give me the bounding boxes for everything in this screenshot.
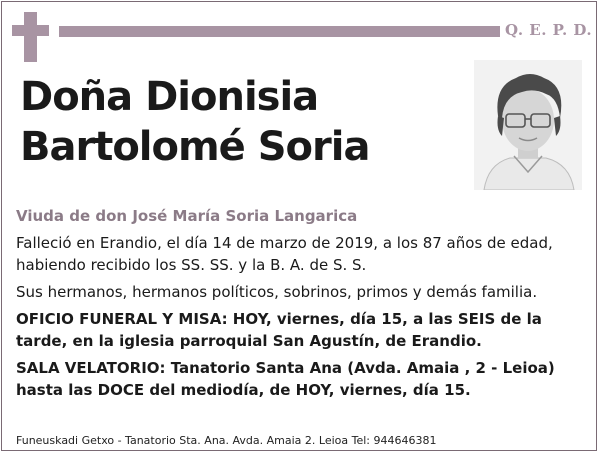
qepd-label: Q. E. P. D. bbox=[505, 21, 593, 39]
funeral-home-footer: Funeuskadi Getxo - Tanatorio Sta. Ana. Avda. Amaia 2. Leioa Tel: 944646381 bbox=[16, 434, 437, 447]
family-paragraph: Sus hermanos, hermanos políticos, sobrinos, primos y demás familia. bbox=[16, 283, 538, 301]
header-rule bbox=[59, 26, 500, 37]
portrait-photo bbox=[474, 60, 582, 190]
obituary-card bbox=[1, 1, 597, 451]
widow-subtitle: Viuda de don José María Soria Langarica bbox=[16, 207, 358, 225]
cross-icon-horizontal bbox=[12, 25, 49, 36]
name-line-1: Doña Dionisia bbox=[20, 74, 319, 120]
obituary-body bbox=[16, 232, 588, 406]
portrait-image bbox=[474, 60, 582, 190]
deceased-name bbox=[20, 72, 369, 172]
cross-icon-vertical bbox=[24, 12, 37, 62]
wake-room-paragraph: SALA VELATORIO: Tanatorio Santa Ana (Avda. Amaia , 2 - Leioa) hasta las DOCE del mediodía, de HOY, viernes, día 15. bbox=[16, 359, 555, 399]
death-notice-paragraph: Falleció en Erandio, el día 14 de marzo de 2019, a los 87 años de edad, habiendo recibido los SS. SS. y la B. A. de S. S. bbox=[16, 234, 553, 274]
funeral-paragraph: OFICIO FUNERAL Y MISA: HOY, viernes, día 15, a las SEIS de la tarde, en la iglesia parroquial San Agustín, de Erandio. bbox=[16, 310, 542, 350]
name-line-2: Bartolomé Soria bbox=[20, 124, 370, 170]
